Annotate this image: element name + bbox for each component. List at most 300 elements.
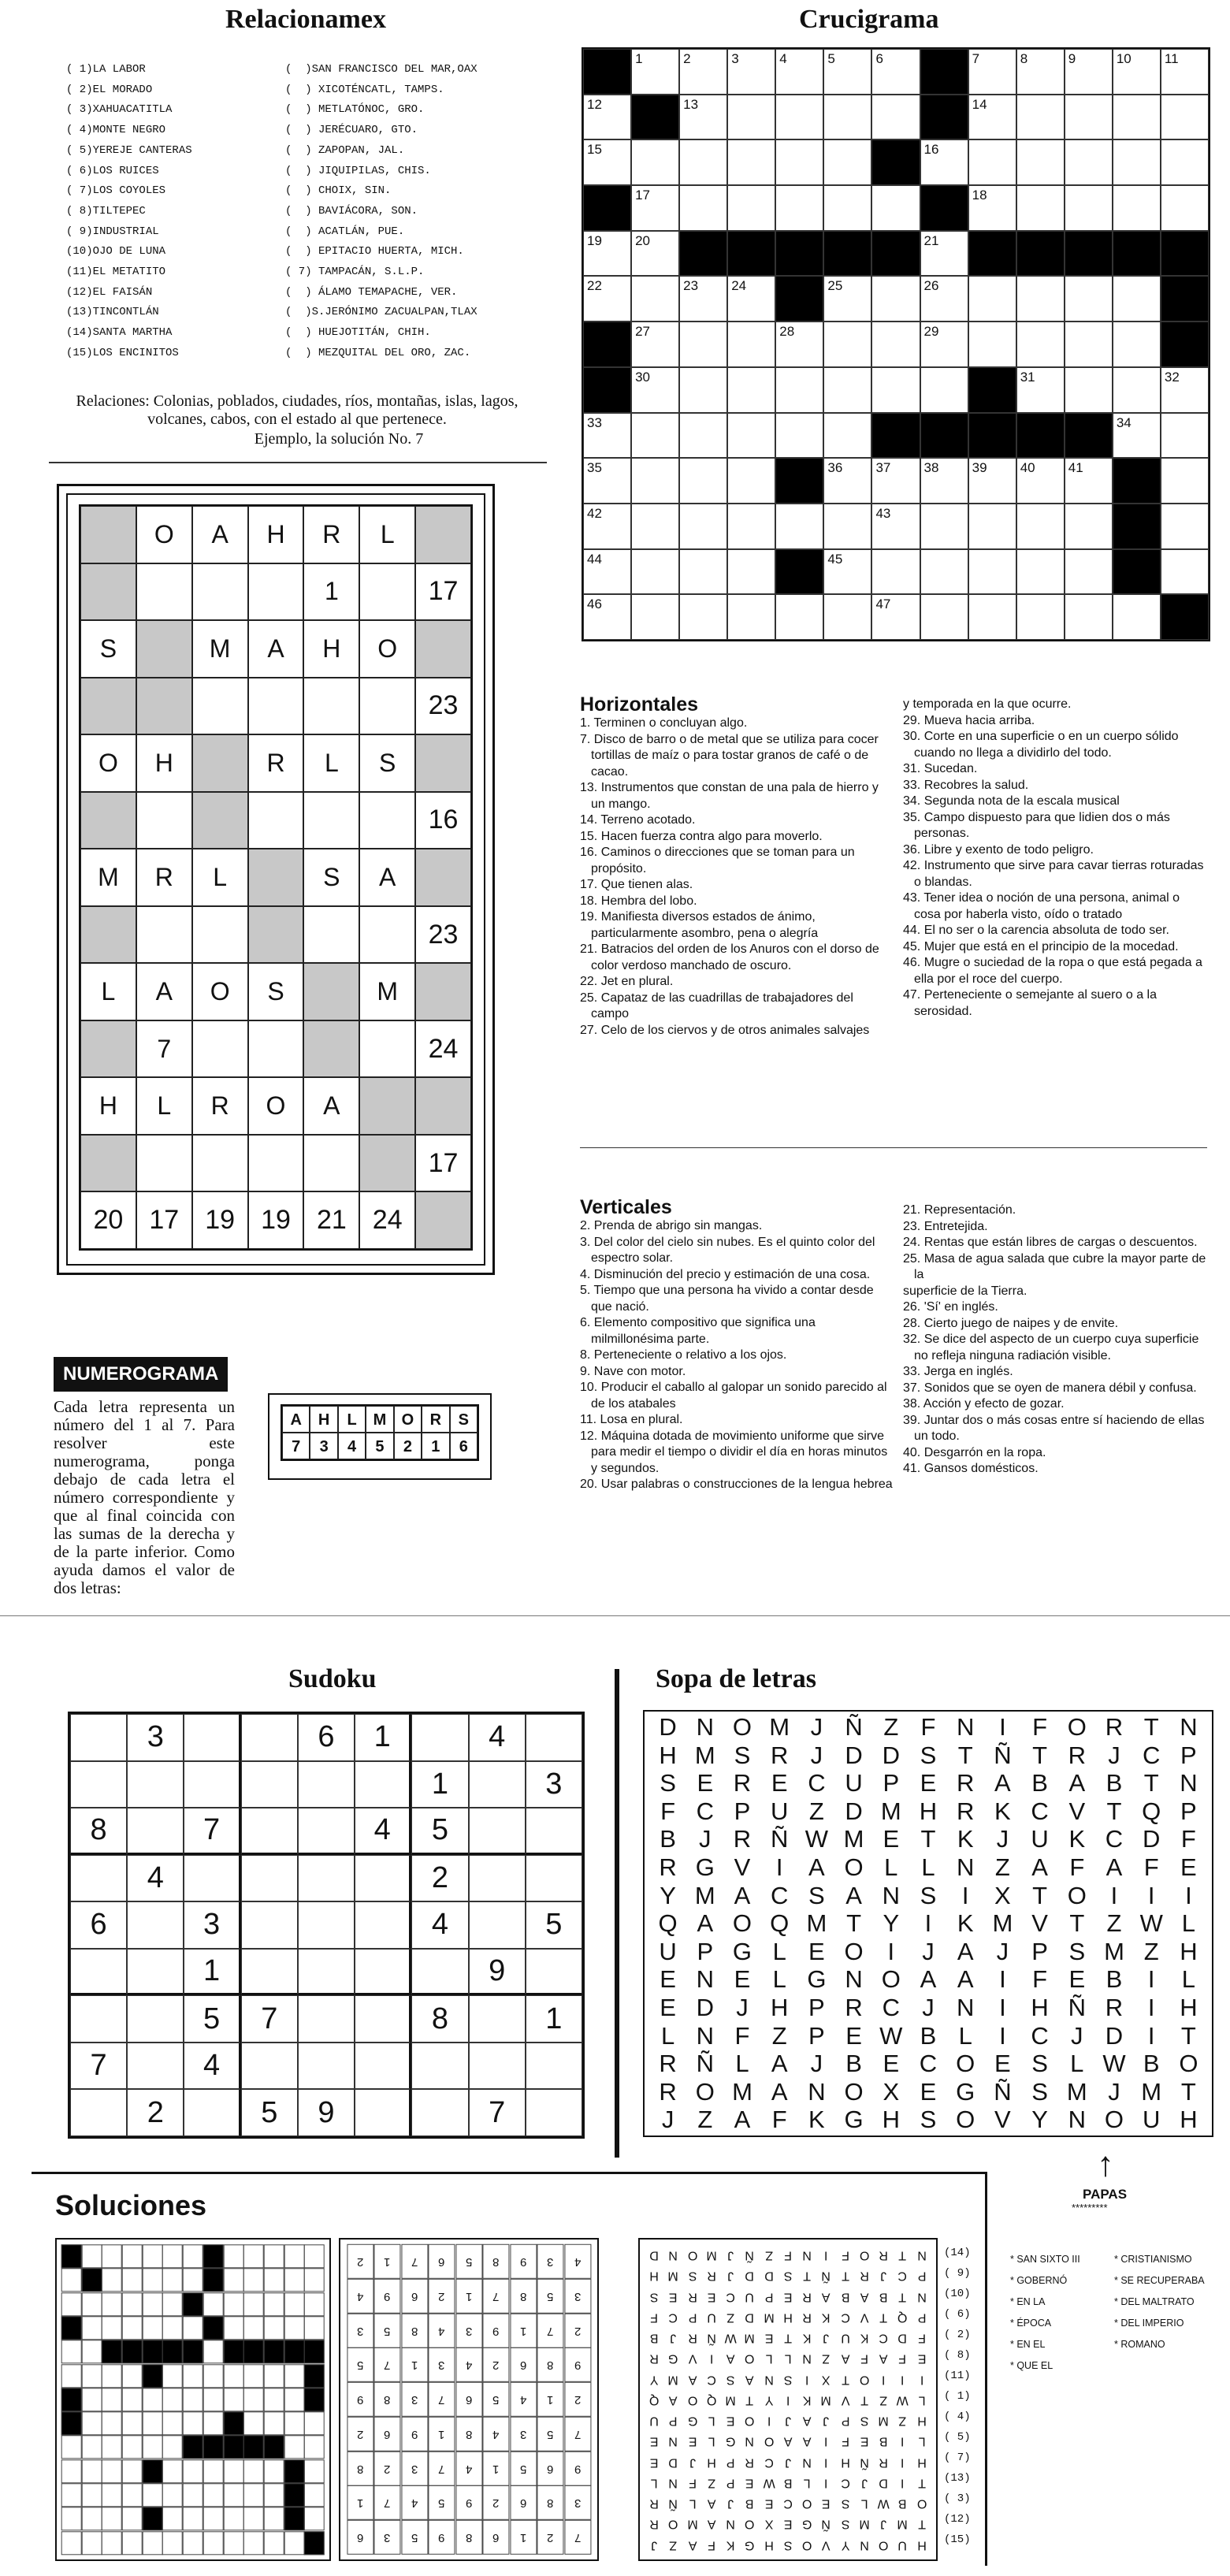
divider — [0, 1615, 1230, 1616]
crossword-cell — [823, 367, 871, 413]
word-search-letter: W — [1139, 1909, 1163, 1938]
word-search-letter: Z — [1106, 1909, 1122, 1938]
sudoku-cell: 4 — [469, 1714, 526, 1761]
sudoku-cell: 9 — [298, 2089, 355, 2136]
word-search-letter: J — [1108, 1741, 1120, 1769]
sol-sudoku-cell: 7 — [373, 2347, 400, 2382]
word-search-letter: Z — [808, 1797, 824, 1825]
clue-number: 34 — [1116, 414, 1132, 430]
numerograma-cell: H — [248, 506, 304, 563]
relacionamex-option: ( ) HUEJOTITÁN, CHIH. — [285, 326, 431, 340]
clue: 24. Rentas que están libres de cargas o descuentos. — [903, 1236, 1198, 1249]
sol-cell — [243, 2483, 264, 2507]
word-search-letter: I — [887, 1937, 895, 1965]
sudoku-cell — [241, 1855, 298, 1902]
sol-letter: E — [649, 2455, 659, 2469]
sol-letter: Ñ — [745, 2248, 755, 2262]
word-search-letter: K — [808, 2106, 825, 2134]
sol-letter: U — [745, 2289, 755, 2303]
word-search-letter: Q — [658, 1909, 678, 1938]
numerograma-cell: 23 — [415, 678, 471, 735]
sol-letter: S — [783, 2537, 793, 2552]
crossword-cell — [968, 594, 1016, 640]
sudoku-cell — [411, 1949, 468, 1996]
key-letter: L — [338, 1406, 366, 1433]
numerograma-cell — [303, 963, 359, 1020]
sol-letter: P — [688, 2310, 697, 2324]
sol-cell — [102, 2507, 122, 2530]
sol-block — [122, 2340, 143, 2363]
numerograma-cell — [303, 1135, 359, 1192]
sol-letter: Q — [706, 2393, 717, 2407]
sol-letter: A — [745, 2372, 754, 2386]
sol-letter: I — [767, 2414, 771, 2428]
sol-letter: X — [822, 2372, 831, 2386]
crossword-cell — [775, 504, 823, 549]
sol-letter: P — [841, 2414, 850, 2428]
sol-block — [243, 2435, 264, 2459]
sol-sudoku-cell: 6 — [510, 2485, 537, 2520]
numerograma-cell: O — [359, 620, 415, 678]
sol-cell — [162, 2531, 183, 2555]
crossword-block — [775, 231, 823, 277]
word-search-letter: D — [1143, 1825, 1161, 1853]
sudoku-cell: 9 — [469, 1949, 526, 1996]
word-search-letter: J — [996, 1937, 1009, 1965]
word-search-letter: R — [1105, 1993, 1124, 2021]
crossword-cell — [1016, 139, 1065, 185]
key-letter: H — [310, 1406, 337, 1433]
crossword-cell — [775, 367, 823, 413]
sol-block — [264, 2435, 284, 2459]
sudoku-cell — [469, 1761, 526, 1808]
relacionamex-note: Relaciones: Colonias, poblados, ciudades, ríos, montañas, islas, lagos, volcanes, cabos, con el estado al que pertenece. — [76, 392, 518, 428]
word-search-letter: K — [994, 1797, 1011, 1825]
word-search-letter: I — [1147, 1993, 1155, 2021]
sol-relacionamex-answer: ( 3) — [944, 2492, 971, 2505]
sol-letter: R — [802, 2310, 812, 2324]
word-search-letter: W — [879, 2021, 903, 2050]
divider — [985, 2172, 987, 2566]
sol-sudoku-cell: 8 — [455, 2417, 482, 2451]
clue: 15. Hacen fuerza contra algo para moverlo. — [580, 829, 823, 843]
word-search-letter: E — [660, 1965, 676, 1994]
crossword-cell — [727, 367, 775, 413]
word-search-letter: S — [734, 1741, 751, 1769]
sol-letter: V — [860, 2310, 869, 2324]
sol-letter: T — [784, 2331, 792, 2345]
sol-letter: D — [897, 2331, 908, 2345]
word-search-letter: R — [845, 1993, 863, 2021]
horizontales-heading: Horizontales — [580, 693, 699, 716]
numerograma-cell: A — [359, 849, 415, 906]
sol-cell — [82, 2411, 102, 2435]
clue-number: 35 — [587, 460, 602, 476]
numerograma-cell — [359, 1077, 415, 1135]
sol-letter: W — [763, 2476, 775, 2490]
sol-sudoku-cell: 9 — [455, 2485, 482, 2520]
crossword-cell — [1065, 139, 1113, 185]
crossword-cell — [1016, 49, 1065, 95]
sol-cell — [264, 2292, 284, 2316]
sol-relacionamex-answer: (10) — [944, 2288, 971, 2300]
crossword-cell — [871, 458, 920, 504]
clue: 5. Tiempo que una persona ha vivido a contar desde que nació. — [580, 1284, 874, 1314]
sol-sudoku-cell: 9 — [428, 2520, 455, 2555]
word-search-letter: N — [1068, 2106, 1086, 2134]
word-search-letter: T — [1106, 1797, 1122, 1825]
sol-cell — [264, 2268, 284, 2292]
clue: 27. Celo de los ciervos y de otros animales salvajes — [580, 1023, 870, 1037]
sol-relacionamex-answer: (11) — [944, 2370, 971, 2382]
sol-letter: S — [860, 2414, 869, 2428]
word-search-letter: B — [1031, 1769, 1048, 1797]
sol-cell — [102, 2364, 122, 2388]
key-number: 1 — [422, 1433, 449, 1459]
crossword-cell — [871, 504, 920, 549]
word-search-letter: K — [957, 1909, 974, 1938]
sol-letter: B — [879, 2434, 888, 2448]
crossword-cell — [679, 276, 727, 322]
sol-sudoku-cell: 4 — [564, 2244, 591, 2279]
sol-relacionamex-answer: (14) — [944, 2247, 971, 2259]
sol-letter: I — [901, 2476, 905, 2490]
sol-letter: D — [649, 2248, 659, 2262]
clue: 40. Desgarrón en la ropa. — [903, 1445, 1046, 1459]
crossword-cell — [871, 367, 920, 413]
sol-cell — [264, 2483, 284, 2507]
clue-number: 13 — [683, 96, 699, 112]
sol-block — [284, 2340, 305, 2363]
sol-cell — [183, 2531, 203, 2555]
numerograma-cell — [248, 1020, 304, 1078]
sol-block — [304, 2364, 325, 2388]
relacionamex-option: ( )S.JERÓNIMO ZACUALPAN,TLAX — [285, 306, 478, 319]
relacionamex-option: ( ) ACATLÁN, PUE. — [285, 225, 405, 238]
sol-letter: I — [882, 2372, 886, 2386]
sol-crossword-grid — [61, 2244, 325, 2555]
crossword-cell — [823, 549, 871, 595]
word-search-letter: A — [771, 2050, 788, 2078]
sol-cell — [224, 2244, 244, 2268]
sol-letter: J — [785, 2414, 791, 2428]
crossword-cell — [1016, 504, 1065, 549]
sol-letter: I — [709, 2351, 714, 2366]
sol-letter: V — [822, 2537, 831, 2552]
word-search-letter: U — [1143, 2106, 1161, 2134]
sol-relacionamex-answer: ( 8) — [944, 2349, 971, 2362]
numerograma-cell: 20 — [80, 1191, 136, 1249]
sol-relacionamex-answer: (12) — [944, 2513, 971, 2526]
sol-sudoku-cell: 5 — [510, 2451, 537, 2486]
word-search-letter: A — [808, 1853, 825, 1881]
word-search-letter: R — [957, 1769, 975, 1797]
crossword-cell — [1161, 49, 1209, 95]
soluciones-title: Soluciones — [55, 2189, 207, 2221]
sol-block — [224, 2411, 244, 2435]
word-search-letter: I — [775, 1853, 783, 1881]
sol-letter: B — [841, 2289, 850, 2303]
sudoku-cell — [127, 1949, 184, 1996]
sol-cell — [183, 2244, 203, 2268]
word-search-letter: X — [994, 1881, 1011, 1909]
sol-letter: S — [726, 2372, 735, 2386]
word-search-letter: T — [957, 1741, 973, 1769]
sudoku-cell — [298, 1901, 355, 1949]
crossword-grid — [582, 47, 1210, 641]
sol-letter: C — [841, 2310, 850, 2324]
clue-number: 42 — [587, 505, 602, 521]
crossword-cell — [727, 139, 775, 185]
papas-word: * ÉPOCA — [1010, 2318, 1052, 2329]
sol-letter: L — [860, 2496, 868, 2511]
sol-letter: M — [878, 2414, 889, 2428]
sol-letter: G — [725, 2434, 736, 2448]
sol-sudoku-cell: 5 — [455, 2244, 482, 2279]
word-search-letter: O — [695, 2077, 715, 2106]
sol-letter: O — [802, 2496, 812, 2511]
relacionamex-option: ( ) BAVIÁCORA, SON. — [285, 204, 418, 217]
sudoku-cell: 4 — [411, 1901, 468, 1949]
clue-number: 38 — [923, 460, 939, 476]
divider — [49, 462, 547, 463]
word-search-letter: G — [732, 1937, 752, 1965]
sol-cell — [102, 2388, 122, 2411]
divider — [32, 2172, 985, 2174]
word-search-letter: J — [922, 1937, 935, 1965]
sudoku-cell — [355, 1901, 411, 1949]
crossword-cell — [1161, 139, 1209, 185]
sol-letter: W — [897, 2393, 909, 2407]
crossword-cell — [631, 504, 679, 549]
sol-cell — [284, 2292, 305, 2316]
sol-block — [183, 2292, 203, 2316]
sol-letter: T — [898, 2248, 907, 2262]
sol-letter: J — [670, 2331, 677, 2345]
crossword-cell — [920, 139, 968, 185]
sol-cell — [183, 2364, 203, 2388]
sudoku-cell — [526, 1714, 582, 1761]
word-search-letter: S — [808, 1881, 825, 1909]
crossword-cell — [727, 185, 775, 231]
sol-cell — [122, 2411, 143, 2435]
sol-letter: E — [669, 2289, 678, 2303]
word-search-letter: F — [1032, 1965, 1048, 1994]
clue: 6. Elemento compositivo que significa una milmillonésima parte. — [580, 1316, 816, 1346]
sol-cell — [284, 2411, 305, 2435]
numerograma-cell: H — [80, 1077, 136, 1135]
sol-sudoku-cell: 2 — [347, 2417, 373, 2451]
numerograma-cell — [80, 792, 136, 849]
sol-cell — [224, 2483, 244, 2507]
numerograma-cell — [359, 792, 415, 849]
sol-sudoku-cell: 8 — [537, 2485, 563, 2520]
relacionamex-option: ( ) XICOTÉNCATL, TAMPS. — [285, 83, 444, 96]
sol-cell — [102, 2531, 122, 2555]
sudoku-cell: 3 — [127, 1714, 184, 1761]
key-letter: R — [422, 1406, 449, 1433]
word-search-letter: Q — [1142, 1797, 1161, 1825]
sol-block — [143, 2364, 163, 2388]
sol-letter: T — [879, 2310, 888, 2324]
sol-sudoku-cell: 4 — [510, 2382, 537, 2417]
sol-letter: E — [783, 2289, 793, 2303]
word-search-letter: R — [659, 1853, 677, 1881]
crossword-cell — [727, 458, 775, 504]
crossword-cell — [679, 594, 727, 640]
sol-sudoku-cell: 1 — [401, 2347, 428, 2382]
crossword-cell — [631, 367, 679, 413]
sol-block — [284, 2459, 305, 2483]
numerograma-cell — [80, 678, 136, 735]
sol-cell — [304, 2483, 325, 2507]
numerograma-cell — [415, 963, 471, 1020]
word-search-letter: U — [659, 1937, 677, 1965]
sol-block — [304, 2531, 325, 2555]
clue-number: 9 — [1068, 51, 1076, 66]
clue-number: 10 — [1116, 51, 1132, 66]
word-search-letter: F — [1069, 1853, 1085, 1881]
sol-letter: O — [687, 2393, 697, 2407]
sol-cell — [243, 2388, 264, 2411]
sol-cell — [284, 2244, 305, 2268]
word-search-letter: O — [732, 1909, 752, 1938]
key-letter: S — [450, 1406, 478, 1433]
sol-letter: F — [898, 2351, 907, 2366]
sol-letter: P — [726, 2476, 735, 2490]
sol-letter: J — [651, 2537, 658, 2552]
word-search-letter: J — [922, 1993, 935, 2021]
clue: 7. Disco de barro o de metal que se utiliza para cocer tortillas de maíz o para tostar granos de café o de cacao. — [580, 732, 879, 779]
clue-number: 43 — [875, 505, 891, 521]
crossword-cell — [1113, 95, 1161, 140]
word-search-letter: U — [845, 1769, 863, 1797]
sol-letter: T — [860, 2393, 868, 2407]
clue: 41. Gansos domésticos. — [903, 1462, 1039, 1475]
numerograma-cell — [136, 792, 192, 849]
sol-sudoku-cell: 9 — [564, 2451, 591, 2486]
sol-sudoku-cell: 8 — [455, 2520, 482, 2555]
sol-cell — [102, 2435, 122, 2459]
sol-letter: J — [727, 2496, 734, 2511]
sudoku-cell: 4 — [127, 1855, 184, 1902]
word-search-letter: A — [734, 1881, 751, 1909]
sol-letter: L — [784, 2351, 792, 2366]
sudoku-cell — [127, 2043, 184, 2090]
sol-cell — [224, 2292, 244, 2316]
sol-block — [61, 2411, 82, 2435]
sol-letter: Q — [648, 2393, 660, 2407]
word-search-letter: O — [732, 1713, 752, 1741]
crossword-cell — [727, 504, 775, 549]
sol-letter: O — [879, 2537, 889, 2552]
word-search-letter: R — [659, 2077, 677, 2106]
sol-letter: I — [901, 2434, 905, 2448]
clue-number: 5 — [827, 51, 835, 66]
word-search-letter: P — [808, 1993, 825, 2021]
sol-letter: M — [744, 2331, 756, 2345]
clue-number: 7 — [972, 51, 980, 66]
word-search-letter: K — [1068, 1825, 1086, 1853]
sol-letter: Ñ — [821, 2517, 831, 2531]
sol-sudoku-cell: 3 — [401, 2451, 428, 2486]
clue: 9. Nave con motor. — [580, 1364, 686, 1378]
sol-cell — [304, 2292, 325, 2316]
word-search-letter: B — [1143, 2050, 1160, 2078]
sol-letter: O — [687, 2248, 697, 2262]
sol-letter: R — [879, 2248, 889, 2262]
numerograma-cell — [80, 906, 136, 964]
word-search-letter: L — [772, 1937, 786, 1965]
crossword-cell — [583, 276, 631, 322]
crossword-cell — [1113, 139, 1161, 185]
numerograma-key — [281, 1404, 479, 1461]
sudoku-cell — [70, 1949, 127, 1996]
sol-letter: J — [727, 2248, 734, 2262]
sol-sudoku-cell: 1 — [455, 2279, 482, 2314]
sol-cell — [162, 2435, 183, 2459]
crossword-cell — [871, 594, 920, 640]
crossword-cell — [1161, 504, 1209, 549]
crossword-block — [920, 413, 968, 459]
word-search-letter: H — [659, 1741, 677, 1769]
sol-cell — [122, 2435, 143, 2459]
divider — [580, 1147, 1207, 1148]
numerograma-cell — [359, 678, 415, 735]
word-search-letter: X — [883, 2077, 900, 2106]
sol-sudoku-cell: 5 — [347, 2347, 373, 2382]
sudoku-cell: 1 — [184, 1949, 240, 1996]
numerograma-cell — [415, 1191, 471, 1249]
sudoku-cell — [355, 2089, 411, 2136]
crossword-block — [1161, 276, 1209, 322]
sol-block — [82, 2268, 102, 2292]
sol-letter: M — [706, 2248, 717, 2262]
word-search-letter: J — [810, 1713, 823, 1741]
sol-cell — [203, 2411, 224, 2435]
sol-cell — [203, 2507, 224, 2530]
crossword-cell — [583, 458, 631, 504]
crossword-cell — [1065, 185, 1113, 231]
papas-word: * EN EL — [1010, 2339, 1046, 2350]
sol-cell — [203, 2459, 224, 2483]
sol-letter: L — [708, 2434, 715, 2448]
numerograma-cell: 17 — [415, 1135, 471, 1192]
crossword-block — [1113, 549, 1161, 595]
word-search-letter: B — [1106, 1965, 1123, 1994]
sol-letter: L — [650, 2476, 658, 2490]
sol-letter: Z — [726, 2310, 735, 2324]
sudoku-cell: 3 — [526, 1761, 582, 1808]
word-search-letter: A — [697, 1909, 714, 1938]
sol-letter: N — [668, 2476, 678, 2490]
crossword-cell — [679, 549, 727, 595]
crossword-cell — [871, 95, 920, 140]
word-search-letter: C — [1105, 1825, 1124, 1853]
word-search-letter: J — [996, 1825, 1009, 1853]
sol-sudoku-cell: 6 — [428, 2244, 455, 2279]
word-search-letter: S — [660, 1769, 676, 1797]
sol-relacionamex-answer: ( 7) — [944, 2451, 971, 2464]
word-search-letter: C — [1031, 1797, 1049, 1825]
clue: 28. Cierto juego de naipes y de envite. — [903, 1316, 1119, 1330]
clue: 33. Recobres la salud. — [903, 778, 1029, 792]
sol-letter: Z — [879, 2393, 888, 2407]
sol-letter: R — [687, 2331, 697, 2345]
sudoku-cell — [127, 1995, 184, 2043]
clue: 34. Segunda nota de la escala musical — [903, 794, 1120, 808]
sol-letter: E — [745, 2476, 754, 2490]
